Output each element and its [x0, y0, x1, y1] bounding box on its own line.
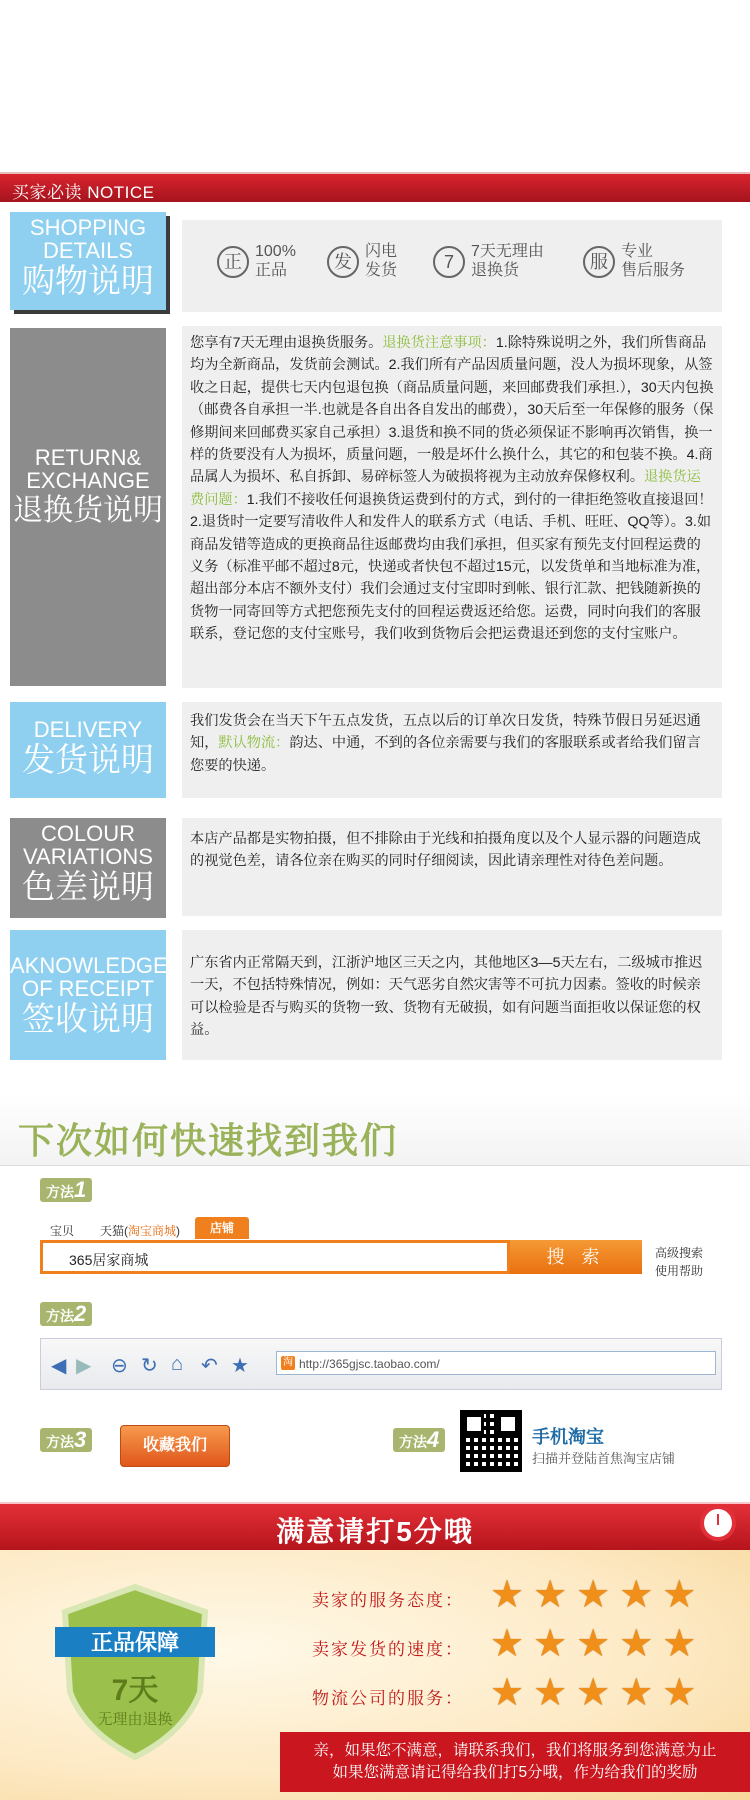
service-return-line2: 退换货: [471, 262, 520, 279]
shopping-label-box: [10, 212, 166, 310]
method-2-text: 方法: [46, 1308, 74, 1324]
colour-en-2: VARIATIONS: [23, 844, 153, 869]
browser-toolbar: [40, 1338, 722, 1390]
shipping-icon: 发: [327, 246, 359, 278]
tab-tmall-a: 天猫(: [100, 1224, 128, 1238]
help-link[interactable]: 使用帮助: [655, 1264, 704, 1278]
tab-shop[interactable]: 店铺: [195, 1217, 249, 1239]
badge-shield: [65, 1587, 205, 1757]
colour-panel: [182, 818, 722, 916]
shopping-en-1: SHOPPING: [29, 215, 147, 240]
tab-tmall-b: 淘宝商城: [128, 1224, 177, 1238]
method-2-number: 2: [74, 1301, 87, 1326]
receipt-en-2: OF RECEIPT: [21, 976, 154, 1001]
method-3-number: 3: [74, 1427, 87, 1452]
method-2-label: [40, 1302, 92, 1326]
rating-label-attitude: 卖家的服务态度：: [312, 1591, 464, 1610]
shopping-en-2: DETAILS: [42, 238, 134, 263]
favorite-us-button[interactable]: 收藏我们: [120, 1425, 230, 1467]
tab-tmall-c: ): [176, 1224, 181, 1238]
rating-message-2: 如果您满意请记得给我们打5分哦，作为给我们的奖励: [332, 1764, 698, 1781]
delivery-label-box: [10, 702, 166, 798]
method-4-number: 4: [427, 1427, 440, 1452]
undo-icon[interactable]: ↶: [201, 1355, 218, 1377]
colour-cn: 色差说明: [22, 868, 154, 905]
delivery-cn: 发货说明: [22, 741, 154, 778]
receipt-panel: [182, 930, 722, 1060]
service-return-line1: 7天无理由: [471, 243, 544, 260]
mobile-taobao-subtitle: 扫描并登陆首焦淘宝店铺: [532, 1451, 676, 1466]
notice-title: 买家必读 NOTICE: [12, 183, 155, 202]
return-freight: 1.我们不接收任何退换货运费到付的方式，到付的一律拒绝签收直接退回！2.退货时一定要写清收件人和发件人的联系方式（电话、手机、旺旺、QQ等）。3.如商品发错等造成的更换商品往返邮费均由我们承担，但买家有预先支付回程运费的义务（标准平邮不超过8元，快递或者快包不超过15元，以发货单和当地标准为准，超出部分本店不额外支付）我们会通过支付宝即时到帐、银行汇款、把钱随新换的货物一同寄回等方式把您预先支付的回程运费返还给您。运费，同时向我们的客服联系，登记您的支付宝账号，我们收到货物后会把运费退还到您的支付宝账户。: [190, 491, 713, 643]
badge-text-2: 7天: [111, 1674, 159, 1707]
receipt-label-box: [10, 930, 166, 1060]
mobile-taobao-title: 手机淘宝: [532, 1427, 604, 1447]
tab-item[interactable]: 宝贝: [50, 1224, 75, 1238]
delivery-en: DELIVERY: [33, 717, 143, 742]
return-intro: 您享有7天无理由退换货服务。: [190, 335, 383, 351]
back-icon[interactable]: ◀: [51, 1355, 67, 1377]
delivery-p2: 韵达、中通，不到的各位亲需要与我们的客服联系或者给我们留言您要的快递。: [190, 735, 701, 774]
colour-en-1: COLOUR: [40, 821, 136, 846]
service-after-sale-line2: 售后服务: [621, 262, 686, 279]
advanced-search-link[interactable]: 高级搜索: [655, 1246, 704, 1260]
service-genuine-line2: 正品: [255, 262, 288, 279]
address-url: http://365gjsc.taobao.com/: [299, 1357, 440, 1371]
colour-text: 本店产品都是实物拍摄，但不排除由于光线和拍摄角度以及个人显示器的问题造成的视觉色差，请各位亲在购买的同时仔细阅读，因此请亲理性对待色差问题。: [190, 831, 701, 870]
taobao-icon: 淘: [283, 1357, 293, 1368]
search-value: 365居家商城: [69, 1252, 149, 1268]
method-4-label: [393, 1428, 445, 1452]
qr-code-icon: [460, 1410, 522, 1472]
service-genuine-line1: 100%: [255, 243, 296, 260]
rating-label-speed: 卖家发货的速度：: [312, 1640, 464, 1659]
find-us-header: [0, 1095, 750, 1166]
return-heading-freight: 退换货运费问题：: [190, 469, 701, 508]
return-label-box: [10, 328, 166, 686]
delivery-text: [182, 702, 722, 783]
seven-day-icon: 7: [433, 246, 465, 278]
delivery-heading: 默认物流：: [218, 735, 290, 752]
rating-message: [280, 1732, 750, 1792]
delivery-p1: 我们发货会在当天下午五点发货，五点以后的订单次日发货，特殊节假日另延迟通知，: [190, 713, 701, 752]
rating-title: 满意请打5分哦: [276, 1516, 474, 1547]
return-en-1: RETURN&: [34, 445, 142, 470]
rating-header: [0, 1502, 750, 1550]
address-bar[interactable]: [276, 1351, 716, 1375]
return-text: [182, 326, 722, 652]
service-icon: 服: [583, 246, 615, 278]
return-heading-notes: 退换货注意事项：: [382, 335, 496, 351]
rating-message-1: 亲，如果您不满意，请联系我们，我们将服务到您满意为止: [313, 1742, 717, 1759]
colour-label-box: [10, 818, 166, 918]
stop-icon[interactable]: ⊖: [111, 1355, 128, 1377]
service-fast-ship-line1: 闪电: [365, 243, 398, 260]
genuine-guarantee-badge: [55, 1582, 215, 1762]
return-panel: [182, 326, 722, 688]
notice-bar: [0, 172, 750, 202]
method-3-label: [40, 1428, 92, 1452]
method-1-number: 1: [74, 1177, 87, 1202]
favorites-star-icon[interactable]: ★: [231, 1355, 249, 1377]
tab-tmall[interactable]: [100, 1222, 180, 1239]
rating-stars-speed[interactable]: ★★★★★: [490, 1623, 706, 1665]
rating-label-logistics: 物流公司的服务：: [312, 1689, 464, 1708]
delivery-panel: [182, 702, 722, 798]
rating-stars-attitude[interactable]: ★★★★★: [490, 1574, 706, 1616]
return-cn: 退换货说明: [13, 494, 163, 527]
refresh-icon[interactable]: ↻: [141, 1355, 158, 1377]
method-4-text: 方法: [399, 1434, 427, 1450]
return-en-2: EXCHANGE: [26, 468, 150, 493]
badge-text-1: 正品保障: [90, 1630, 180, 1655]
badge-text-3: 无理由退换: [97, 1711, 173, 1728]
search-button[interactable]: 搜 索: [510, 1240, 642, 1274]
method-1-label: [40, 1178, 92, 1202]
return-notes: 1.除特殊说明之外，我们所售商品均为全新商品，发货前会测试。2.我们所有产品因质量问题，没人为损坏现象，从签收之日起，提供七天内包退包换（商品质量问题，来回邮费我们承担.），30天内包换（邮费各自承担一半.也就是各自出各自发出的邮费），30天后至一年保修的服务（保修期间来回邮费买家自己承担）3.退货和换不同的货必须保证不影响再次销售，换一样的货要没有人为损坏，质量问题，一般是坏什么换什么，其它的和包装不换。4.商品属人为损坏、私自拆卸、易碎标签人为破损将视为主动放弃保修权利。: [190, 335, 714, 486]
receipt-text: 广东省内正常隔天到，江浙沪地区三天之内，其他地区3—5天左右，二级城市推迟一天，不包括特殊情况，例如：天气恶劣自然灾害等不可抗力因素。签收的时候亲可以检验是否与购买的货物一致、货物有无破损，如有问题当面拒收以保证您的权益。: [190, 955, 703, 1039]
receipt-en-1: AKNOWLEDGE: [10, 953, 168, 978]
alarm-clock-icon: [700, 1505, 736, 1541]
search-input[interactable]: [40, 1240, 510, 1274]
receipt-cn: 签收说明: [22, 1000, 154, 1037]
shopping-cn: 购物说明: [22, 262, 154, 299]
rating-stars-logistics[interactable]: ★★★★★: [490, 1672, 706, 1714]
method-3-text: 方法: [46, 1434, 74, 1450]
home-icon[interactable]: ⌂: [171, 1353, 184, 1375]
service-after-sale-line1: 专业: [621, 243, 654, 260]
genuine-icon: 正: [217, 246, 249, 278]
forward-icon[interactable]: ▶: [76, 1355, 92, 1377]
service-fast-ship-line2: 发货: [365, 262, 398, 279]
method-1-text: 方法: [46, 1184, 74, 1200]
find-us-title: 下次如何快速找到我们: [18, 1120, 399, 1161]
